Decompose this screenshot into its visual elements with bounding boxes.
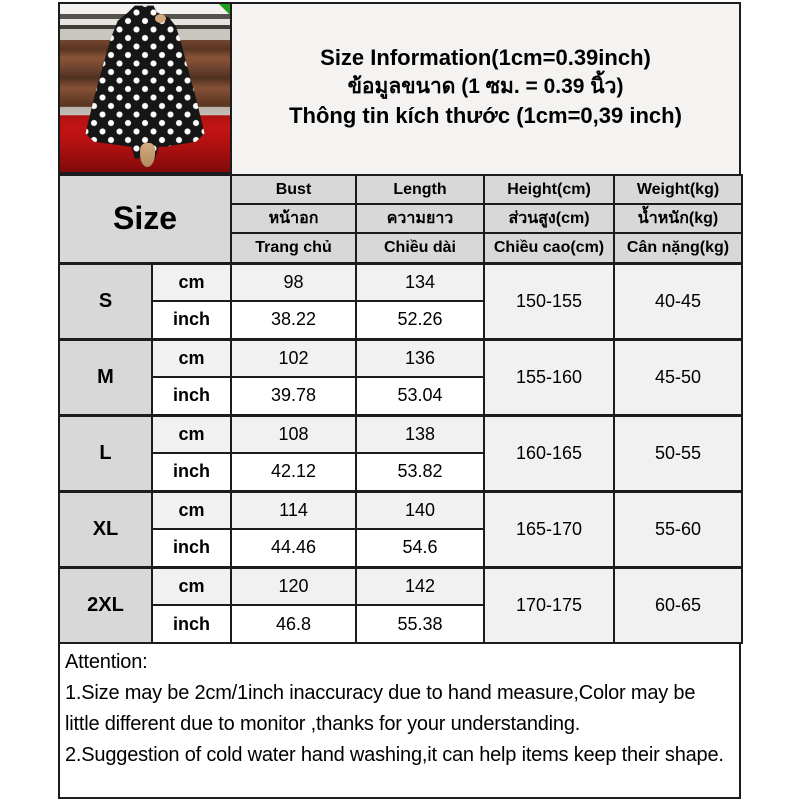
size-cell: XL <box>59 491 152 567</box>
size-cell: 2XL <box>59 567 152 643</box>
value-cell: 42.12 <box>231 453 356 491</box>
attention-heading: Attention: <box>65 651 148 673</box>
size-cell: M <box>59 339 152 415</box>
product-photo <box>58 2 232 174</box>
value-cell: 53.82 <box>356 453 484 491</box>
value-cell: 120 <box>231 567 356 605</box>
col-header-weight-th: น้ำหนัก(kg) <box>614 204 742 233</box>
value-cell: 142 <box>356 567 484 605</box>
range-cell: 50-55 <box>614 415 742 491</box>
value-cell: 138 <box>356 415 484 453</box>
size-cell: S <box>59 263 152 339</box>
unit-cell: cm <box>152 567 231 605</box>
table-row <box>59 339 742 377</box>
value-cell: 54.6 <box>356 529 484 567</box>
header-row-en <box>59 175 742 204</box>
value-cell: 44.46 <box>231 529 356 567</box>
table-row <box>59 567 742 605</box>
value-cell: 140 <box>356 491 484 529</box>
value-cell: 38.22 <box>231 301 356 339</box>
value-cell: 52.26 <box>356 301 484 339</box>
col-header-weight-vi: Cân nặng(kg) <box>614 233 742 263</box>
unit-cell: cm <box>152 339 231 377</box>
table-row <box>59 415 742 453</box>
value-cell: 55.38 <box>356 605 484 643</box>
range-cell: 60-65 <box>614 567 742 643</box>
col-header-bust-th: หน้าอก <box>231 204 356 233</box>
col-header-height-en: Height(cm) <box>484 175 614 204</box>
unit-cell: inch <box>152 529 231 567</box>
table-row <box>59 491 742 529</box>
title-vietnamese: Thông tin kích thước (1cm=0,39 inch) <box>289 102 682 128</box>
range-cell: 55-60 <box>614 491 742 567</box>
size-header-cell: Size <box>59 175 231 263</box>
green-corner-triangle <box>219 4 230 15</box>
title-block <box>232 2 741 174</box>
size-chart-content <box>58 2 741 799</box>
value-cell: 39.78 <box>231 377 356 415</box>
range-cell: 170-175 <box>484 567 614 643</box>
attention-notes <box>58 644 741 799</box>
model-shoe <box>139 143 155 168</box>
unit-cell: inch <box>152 605 231 643</box>
value-cell: 108 <box>231 415 356 453</box>
size-cell: L <box>59 415 152 491</box>
title-english: Size Information(1cm=0.39inch) <box>320 44 651 70</box>
value-cell: 136 <box>356 339 484 377</box>
value-cell: 53.04 <box>356 377 484 415</box>
col-header-bust-vi: Trang chủ <box>231 233 356 263</box>
range-cell: 155-160 <box>484 339 614 415</box>
range-cell: 165-170 <box>484 491 614 567</box>
value-cell: 102 <box>231 339 356 377</box>
value-cell: 114 <box>231 491 356 529</box>
unit-cell: cm <box>152 415 231 453</box>
col-header-length-en: Length <box>356 175 484 204</box>
attention-note: 2.Suggestion of cold water hand washing,it can help items keep their shape. <box>65 744 724 766</box>
col-header-length-th: ความยาว <box>356 204 484 233</box>
top-section <box>58 2 741 174</box>
size-table <box>58 174 743 644</box>
col-header-bust-en: Bust <box>231 175 356 204</box>
range-cell: 45-50 <box>614 339 742 415</box>
value-cell: 134 <box>356 263 484 301</box>
value-cell: 46.8 <box>231 605 356 643</box>
unit-cell: cm <box>152 263 231 301</box>
range-cell: 40-45 <box>614 263 742 339</box>
unit-cell: inch <box>152 301 231 339</box>
col-header-height-th: ส่วนสูง(cm) <box>484 204 614 233</box>
unit-cell: inch <box>152 377 231 415</box>
col-header-height-vi: Chiều cao(cm) <box>484 233 614 263</box>
attention-note: 1.Size may be 2cm/1inch inaccuracy due to hand measure,Color may be little different due to monitor ,thanks for your understanding. <box>65 682 696 735</box>
range-cell: 160-165 <box>484 415 614 491</box>
unit-cell: inch <box>152 453 231 491</box>
col-header-weight-en: Weight(kg) <box>614 175 742 204</box>
title-thai: ข้อมูลขนาด (1 ซม. = 0.39 นิ้ว) <box>347 74 624 98</box>
col-header-length-vi: Chiều dài <box>356 233 484 263</box>
range-cell: 150-155 <box>484 263 614 339</box>
value-cell: 98 <box>231 263 356 301</box>
unit-cell: cm <box>152 491 231 529</box>
table-row <box>59 263 742 301</box>
